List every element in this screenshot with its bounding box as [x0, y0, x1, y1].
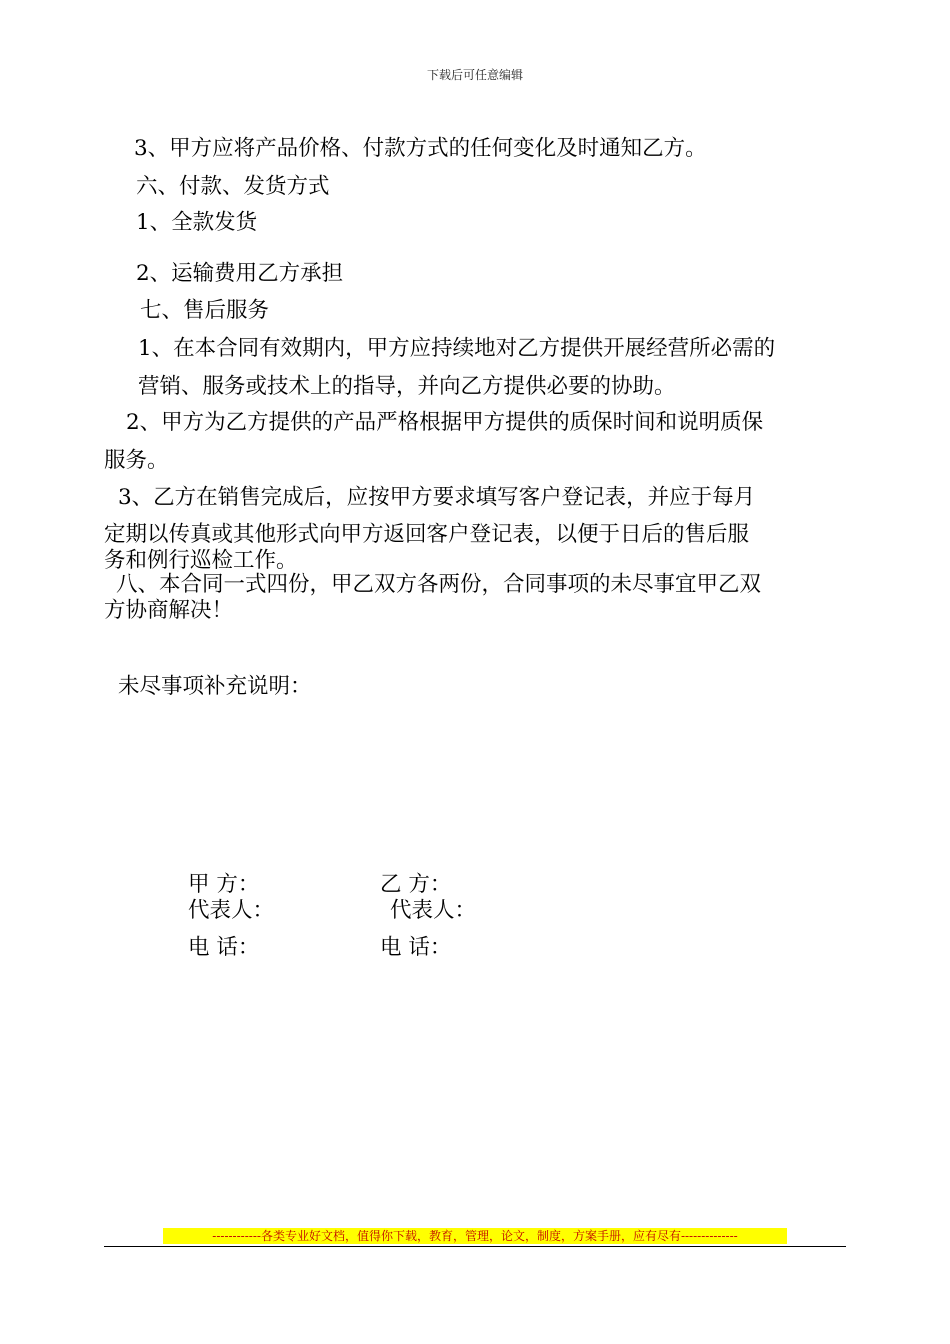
party-a-label: 甲 方： — [188, 872, 260, 897]
party-b-label: 乙 方： — [380, 872, 452, 897]
clause-6-1: 1、全款发货 — [136, 210, 258, 235]
clause-7-3-line2: 定期以传真或其他形式向甲方返回客户登记表，以便于日后的售后服 — [104, 522, 750, 547]
section-6-heading: 六、付款、发货方式 — [136, 174, 330, 199]
clause-7-1-line1: 1、在本合同有效期内，甲方应持续地对乙方提供开展经营所必需的 — [138, 336, 776, 361]
header-note: 下载后可任意编辑 — [426, 68, 523, 82]
section-7-heading: 七、售后服务 — [140, 298, 270, 323]
footer-promo-text: ------------各类专业好文档，值得你下载，教育，管理，论文，制度，方案手册，应有尽有-------------- — [212, 1229, 738, 1243]
supplementary-notes-label: 未尽事项补充说明： — [118, 674, 312, 699]
section-8-line1: 八、本合同一式四份，甲乙双方各两份，合同事项的未尽事宜甲乙双 — [116, 572, 762, 597]
clause-5-3: 3、甲方应将产品价格、付款方式的任何变化及时通知乙方。 — [134, 136, 707, 161]
party-a-representative-label: 代表人： — [188, 898, 275, 923]
clause-7-2-line2: 服务。 — [104, 448, 169, 473]
party-a-phone-label: 电 话： — [188, 935, 260, 960]
party-b-phone-label: 电 话： — [380, 935, 452, 960]
section-8-line2: 方协商解决！ — [104, 598, 234, 623]
clause-6-2: 2、运输费用乙方承担 — [136, 261, 344, 286]
clause-7-3-line3: 务和例行巡检工作。 — [104, 548, 298, 573]
party-b-representative-label: 代表人： — [390, 898, 477, 923]
clause-7-3-line1: 3、乙方在销售完成后，应按甲方要求填写客户登记表，并应于每月 — [118, 485, 756, 510]
clause-7-2-line1: 2、甲方为乙方提供的产品严格根据甲方提供的质保时间和说明质保 — [126, 410, 764, 435]
footer-divider — [104, 1246, 846, 1247]
clause-7-1-line2: 营销、服务或技术上的指导，并向乙方提供必要的协助。 — [138, 374, 676, 399]
